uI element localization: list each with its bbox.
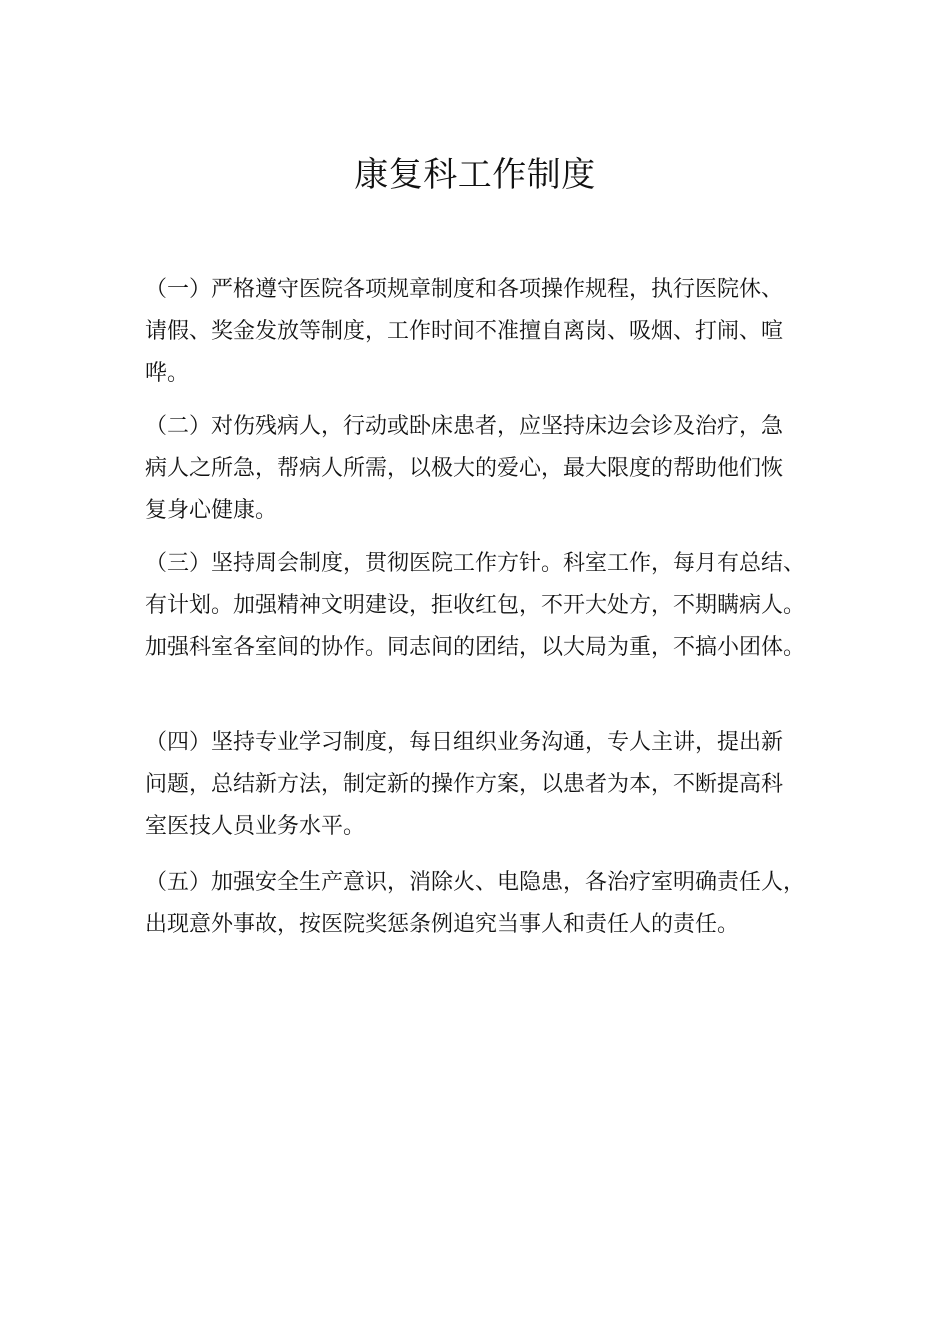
paragraph-line: 出现意外事故，按医院奖惩条例追究当事人和责任人的责任。 xyxy=(145,912,740,937)
paragraph-4 xyxy=(145,722,835,848)
paragraph-line: 问题，总结新方法，制定新的操作方案，以患者为本，不断提高科 xyxy=(145,772,784,797)
paragraph-line: 哗。 xyxy=(145,361,190,386)
paragraph-line: 室医技人员业务水平。 xyxy=(145,814,366,839)
paragraph-line: 加强科室各室间的协作。同志间的团结，以大局为重，不搞小团体。 xyxy=(145,635,806,660)
paragraph-line: 有计划。加强精神文明建设，拒收红包，不开大处方，不期瞒病人。 xyxy=(145,593,806,618)
paragraph-5 xyxy=(145,862,835,946)
paragraph-line: （四）坚持专业学习制度，每日组织业务沟通，专人主讲，提出新 xyxy=(145,730,784,755)
paragraph-line: （一）严格遵守医院各项规章制度和各项操作规程，执行医院休、 xyxy=(145,277,784,302)
paragraph-line: 病人之所急，帮病人所需，以极大的爱心，最大限度的帮助他们恢 xyxy=(145,456,784,481)
paragraph-line: （五）加强安全生产意识，消除火、电隐患，各治疗室明确责任人， xyxy=(145,870,806,895)
paragraph-1 xyxy=(145,269,835,395)
paragraph-line: 请假、奖金发放等制度，工作时间不准擅自离岗、吸烟、打闹、喧 xyxy=(145,319,784,344)
paragraph-3 xyxy=(145,543,835,669)
paragraph-2 xyxy=(145,406,835,532)
paragraph-line: （三）坚持周会制度，贯彻医院工作方针。科室工作，每月有总结、 xyxy=(145,551,806,576)
paragraph-line: 复身心健康。 xyxy=(145,498,278,523)
document-title: 康复科工作制度 xyxy=(354,155,596,195)
paragraph-line: （二）对伤残病人，行动或卧床患者，应坚持床边会诊及治疗，急 xyxy=(145,414,784,439)
